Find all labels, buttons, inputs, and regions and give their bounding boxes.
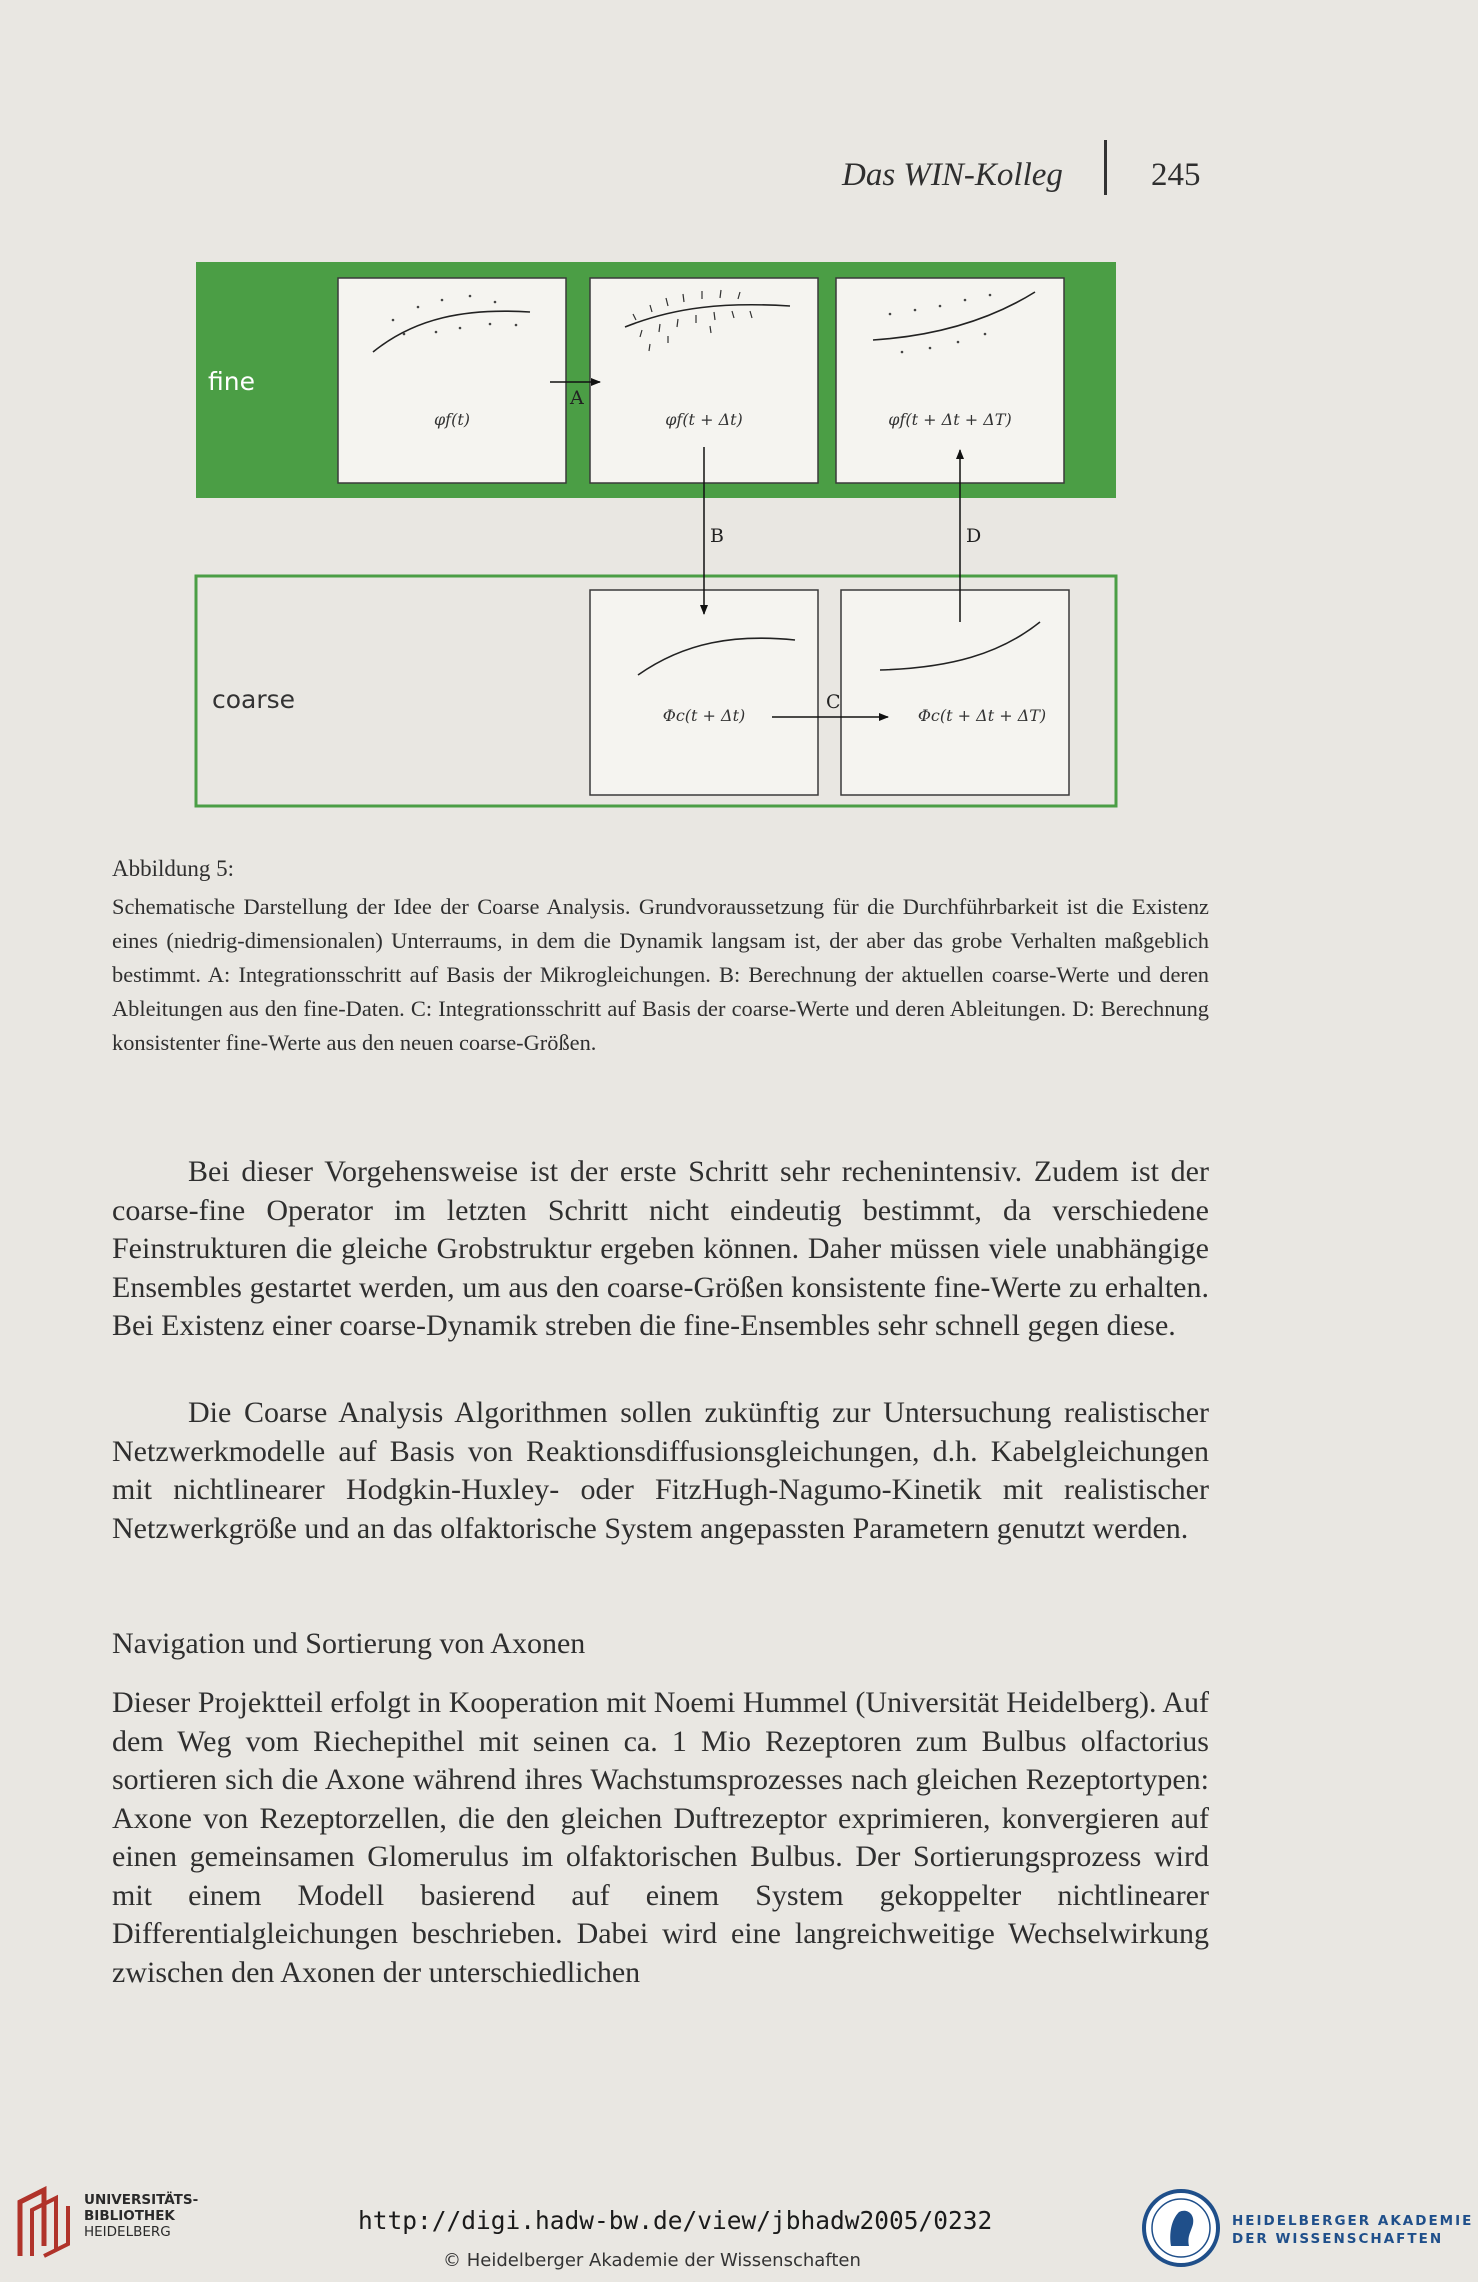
arrow-d-label: D <box>966 525 982 547</box>
body-paragraph-2: Die Coarse Analysis Algorithmen sollen zukünftig zur Untersuchung realistischer Netzwerkmodelle auf Basis von Reaktionsdiffusionsgleichungen, d.h. Kabelgleichungen mit nichtlinearer Hodgkin-Huxley- oder FitzHugh-Nagumo-Kinetik mit realistischer Netzwerkgröße und an das olfaktorische System angepassten Parametern genutzt werden. <box>112 1396 1209 1545</box>
page-number: 245 <box>1151 157 1201 193</box>
source-url-link[interactable]: http://digi.hadw-bw.de/view/jbhadw2005/0232 <box>358 2206 993 2235</box>
coarse-box-2 <box>841 590 1069 795</box>
hadw-seal-icon <box>1141 2188 1221 2268</box>
ub-logo-icon <box>14 2186 78 2258</box>
arrow-a-label: A <box>570 387 584 409</box>
arrow-c-label: C <box>826 691 841 713</box>
fine-label-phi-t-dt-dT: φf(t + Δt + ΔT) <box>888 410 1012 429</box>
footer <box>0 2168 1478 2282</box>
hadw-logo-text <box>1232 2212 1473 2248</box>
fine-box-3 <box>836 278 1064 483</box>
coarse-label-Phi-t-dt-dT: Φc(t + Δt + ΔT) <box>917 706 1047 725</box>
fine-label: fine <box>208 367 255 396</box>
ub-line-2: BIBLIOTHEK <box>84 2208 175 2224</box>
fine-box-1 <box>338 278 566 483</box>
body-paragraph-3: Dieser Projektteil erfolgt in Kooperation mit Noemi Hummel (Universität Heidelberg). Auf dem Weg vom Riechepithel mit seinen ca. 1 Mio Rezeptoren zum Bulbus olfactorius sortieren sich die Axone während ihres Wachstumsprozesses nach gleichen Rezeptortypen: Axone von Rezeptorzellen, die den gleichen Duftrezeptor exprimieren, konvergieren auf einen gemeinsamen Glomerulus im olfaktorischen Bulbus. Der Sortierungsprozess wird mit einem Modell basierend auf einem System gekoppelter nichtlinearer Differentialgleichungen beschrieben. Dabei wird eine langreichweitige Wechselwirkung zwischen den Axonen der unterschiedlichen <box>112 1686 1209 1989</box>
coarse-analysis-figure <box>190 262 1130 822</box>
copyright-notice: © Heidelberger Akademie der Wissenschaften <box>443 2250 861 2271</box>
arrow-b-label: B <box>710 525 724 547</box>
hadw-line-2: DER WISSENSCHAFTEN <box>1232 2231 1444 2247</box>
coarse-label-Phi-t-dt: Φc(t + Δt) <box>662 706 746 725</box>
section-heading: Navigation und Sortierung von Axonen <box>112 1627 586 1660</box>
coarse-label: coarse <box>212 685 296 714</box>
fine-label-phi-t-dt: φf(t + Δt) <box>665 410 743 429</box>
body-paragraph-1: Bei dieser Vorgehensweise ist der erste Schritt sehr rechenintensiv. Zudem ist der coarse-fine Operator im letzten Schritt nicht eindeutig bestimmt, da verschiedene Feinstrukturen die gleiche Grobstruktur ergeben können. Daher müssen viele unabhängige Ensembles gestartet werden, um aus den coarse-Größen konsistente fine-Werte zu erhalten. Bei Existenz einer coarse-Dynamik streben die fine-Ensembles sehr schnell gegen diese. <box>112 1155 1209 1342</box>
hadw-line-1: HEIDELBERGER AKADEMIE <box>1232 2213 1474 2229</box>
fine-label-phi-t: φf(t) <box>433 410 471 429</box>
caption-text: Schematische Darstellung der Idee der Coarse Analysis. Grundvoraussetzung für die Durchführbarkeit ist die Existenz eines (niedrig-dimensionalen) Unterraums, in dem die Dynamik langsam ist, der aber das grobe Verhalten maßgeblich bestimmt. A: Integrationsschritt auf Basis der Mikrogleichungen. B: Berechnung der aktuellen coarse-Werte und deren Ableitungen aus den fine-Daten. C: Integrationsschritt auf Basis der coarse-Werte und deren Ableitungen. D: Berechnung konsistenter fine-Werte aus den neuen coarse-Größen. <box>112 894 1209 1055</box>
running-header-title: Das WIN-Kolleg <box>842 157 1063 193</box>
coarse-box-1 <box>590 590 818 795</box>
header-divider <box>1104 140 1107 195</box>
caption-title: Abbildung 5: <box>112 856 235 881</box>
ub-logo-text <box>84 2192 198 2240</box>
ub-line-3: HEIDELBERG <box>84 2224 171 2240</box>
ub-line-1: UNIVERSITÄTS- <box>84 2192 199 2208</box>
